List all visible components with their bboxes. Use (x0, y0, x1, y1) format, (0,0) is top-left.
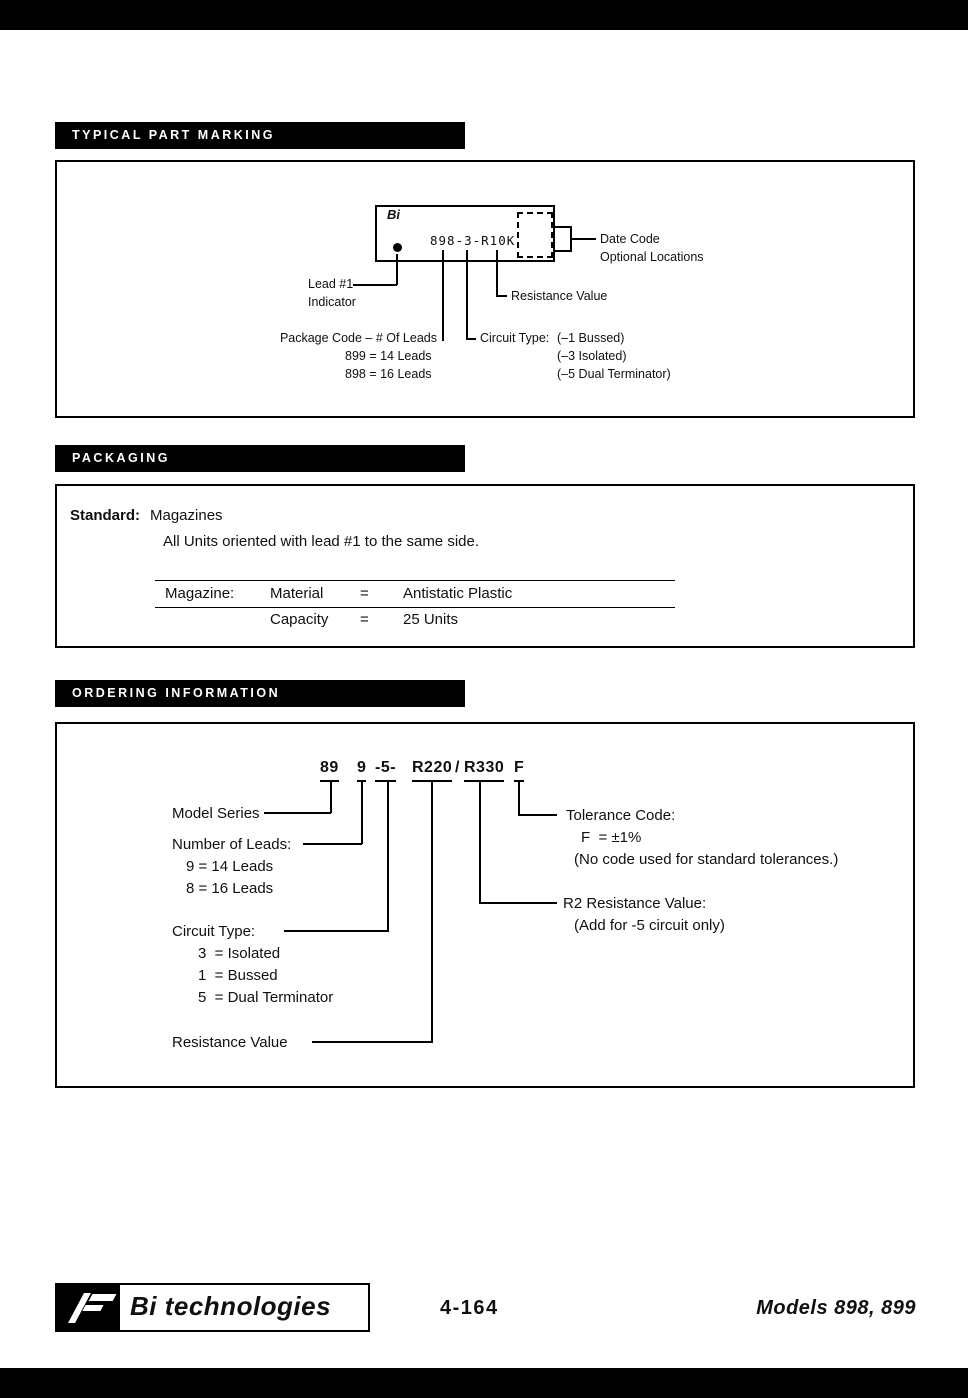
connector-line (466, 338, 476, 340)
top-border-bar (0, 0, 968, 30)
date-code-stub-box (553, 226, 572, 252)
connector-line (496, 250, 498, 296)
connector-line (496, 295, 507, 297)
connector-line (330, 781, 332, 813)
connector-line (284, 930, 388, 932)
connector-line (312, 1041, 432, 1043)
resistance-value-callout: Resistance Value (172, 1034, 288, 1051)
standard-label: Standard: (70, 507, 141, 524)
component-marking-text: 898-3-R10K (430, 233, 516, 248)
footer-page-number: 4-164 (440, 1297, 499, 1319)
table-row-value: 25 Units (403, 611, 459, 628)
circuit-option-1: 1 = Bussed (198, 967, 278, 984)
table-row-eq: = (360, 585, 369, 602)
lead1-label2: Indicator (308, 295, 356, 309)
table-row-property: Capacity (270, 611, 329, 628)
date-code-label: Date Code (600, 232, 660, 246)
connector-line (518, 814, 557, 816)
magazine-label: Magazine: (165, 585, 235, 602)
part-segment-model: 89 (320, 758, 339, 782)
table-row-value: Antistatic Plastic (403, 585, 513, 602)
part-segment-slash: / (455, 759, 460, 776)
connector-line (442, 250, 444, 341)
bi-logo-glyph (65, 1293, 117, 1323)
number-of-leads-label: Number of Leads: (172, 836, 292, 853)
circuit-type-callout: Circuit Type: (172, 923, 256, 940)
model-series-label: Model Series (172, 805, 260, 822)
component-logo-text: Bi (387, 207, 400, 222)
footer-models-label: Models 898, 899 (756, 1297, 916, 1319)
connector-line (466, 250, 468, 339)
connector-line (264, 812, 331, 814)
connector-line (572, 238, 596, 240)
connector-line (431, 781, 433, 1043)
part-segment-r2: R330 (464, 758, 504, 782)
date-code-label2: Optional Locations (600, 250, 704, 264)
circuit-option-5: 5 = Dual Terminator (198, 989, 334, 1006)
date-code-dashed-box (517, 212, 553, 258)
lead1-label: Lead #1 (308, 277, 354, 291)
table-rule (155, 607, 675, 608)
tolerance-note: (No code used for standard tolerances.) (574, 851, 839, 868)
standard-value: Magazines (150, 507, 223, 524)
circuit-dual-label: (–5 Dual Terminator) (557, 367, 671, 381)
r2-note: (Add for -5 circuit only) (574, 917, 725, 934)
tolerance-f-label: F = ±1% (581, 829, 642, 846)
bottom-border-bar (0, 1368, 968, 1398)
tolerance-code-label: Tolerance Code: (566, 807, 676, 824)
orientation-note: All Units oriented with lead #1 to the same side. (163, 533, 480, 550)
part-segment-circuit: -5- (375, 758, 396, 782)
bi-logo-icon (57, 1285, 120, 1330)
circuit-bussed-label: (–1 Bussed) (557, 331, 625, 345)
package-code-label: Package Code – # Of Leads (279, 331, 437, 345)
connector-line (303, 843, 362, 845)
part-segment-leads: 9 (357, 758, 366, 782)
package-898-label: 898 = 16 Leads (345, 367, 432, 381)
part-segment-tolerance: F (514, 758, 524, 782)
footer-logo-text: Bi technologies (130, 1291, 332, 1321)
table-row-eq: = (360, 611, 369, 628)
connector-line (518, 781, 520, 816)
section-title-ordering: ORDERING INFORMATION (55, 680, 465, 707)
resistance-value-label: Resistance Value (511, 289, 608, 303)
table-row-property: Material (270, 585, 324, 602)
circuit-type-label: Circuit Type: (480, 331, 550, 345)
connector-line (479, 902, 557, 904)
leads-option-9: 9 = 14 Leads (186, 858, 274, 875)
package-899-label: 899 = 14 Leads (345, 349, 432, 363)
r2-resistance-label: R2 Resistance Value: (563, 895, 707, 912)
connector-line (361, 781, 363, 844)
connector-line (387, 781, 389, 932)
connector-line (396, 254, 398, 285)
section-title-packaging: PACKAGING (55, 445, 465, 472)
connector-line (353, 284, 397, 286)
lead1-indicator-dot (393, 243, 402, 252)
circuit-isolated-label: (–3 Isolated) (557, 349, 627, 363)
table-rule (155, 580, 675, 581)
circuit-option-3: 3 = Isolated (198, 945, 281, 962)
leads-option-8: 8 = 16 Leads (186, 880, 274, 897)
part-segment-r1: R220 (412, 758, 452, 782)
part-marking-box (55, 160, 915, 418)
section-title-part-marking: TYPICAL PART MARKING (55, 122, 465, 149)
connector-line (479, 781, 481, 904)
